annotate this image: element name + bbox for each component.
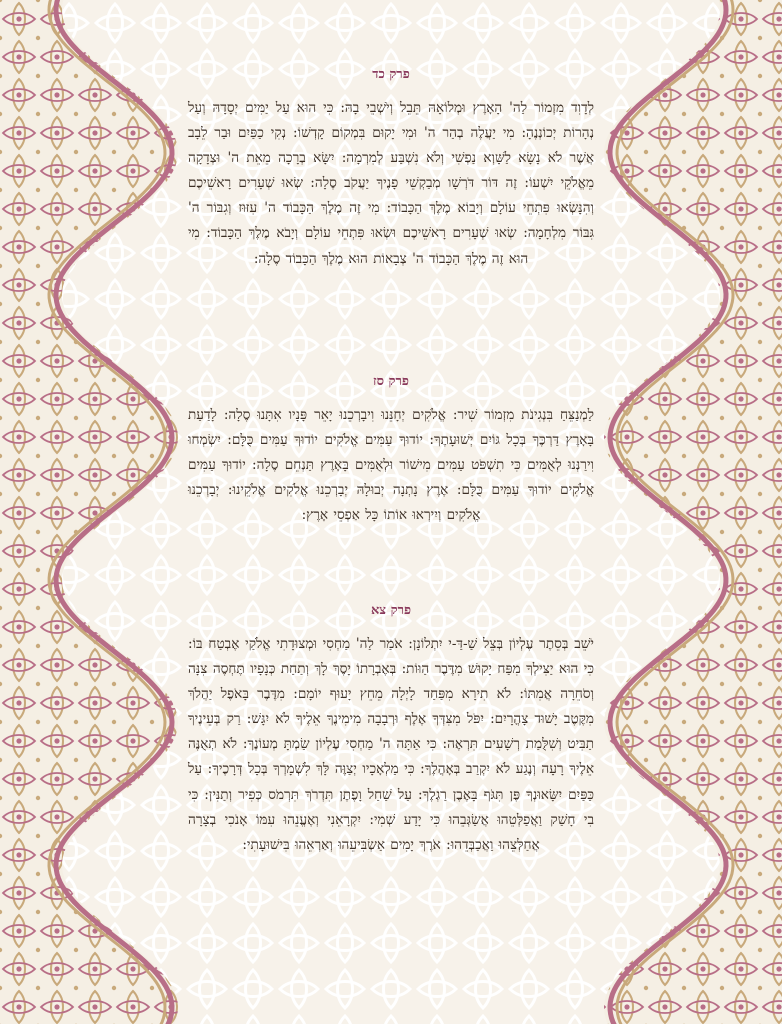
chapter-body-67: לַמְנַצֵּחַ בִּנְגִינֹת מִזְמוֹר שִׁיר: אֱלֹקִים יְחָנֵּנוּ וִיבָרְכֵנוּ יָאֵר פָּנָיו אִתָּנוּ סֶלָה: לָדַעַת בָּאָרֶץ דַּרְכֶּךָ בְּכָל גּוֹיִם יְשׁוּעָתֶךָ: יוֹדוּךָ עַמִּים אֱלֹקִים יוֹדוּךָ עַמִּים כֻּלָּם: יִשְׂמְחוּ וִירַנְּנוּ לְאֻמִּים כִּי תִשְׁפֹּט עַמִּים מִישׁוֹר וּלְאֻמִּים בָּאָרֶץ תַּנְחֵם סֶלָה: יוֹדוּךָ עַמִּים אֱלֹקִים יוֹדוּךָ עַמִּים כֻּלָּם: אֶרֶץ נָתְנָה יְבוּלָהּ יְבָרְכֵנוּ אֱלֹקִים אֱלֹקֵינוּ: יְבָרְכֵנוּ אֱלֹקִים וְיִירְאוּ אוֹתוֹ כָּל אַפְסֵי אָרֶץ: xyxy=(188,407,594,524)
chapter-title-91: פרק צא xyxy=(370,603,412,618)
chapter-body-91: יֹשֵׁב בְּסֵתֶר עֶלְיוֹן בְּצֵל שַׁ-דַּ-י יִתְלוֹנָן: אֹמַר לַה' מַחְסִי וּמְצוּדָתִי אֱלֹקַי אֶבְטַח בּוֹ: כִּי הוּא יַצִּילְךָ מִפַּח יָקוּשׁ מִדֶּבֶר הַוּוֹת: בְּאֶבְרָתוֹ יָסֶךְ לָךְ וְתַחַת כְּנָפָיו תֶּחְסֶה צִנָּה וְסֹחֵרָה אֲמִתּוֹ: לֹא תִירָא מִפַּחַד לָיְלָה מֵחֵץ יָעוּף יוֹמָם: מִדֶּבֶר בָּאֹפֶל יַהֲלֹךְ מִקֶּטֶב יָשׁוּד צָהֳרָיִם: יִפֹּל מִצִּדְּךָ אֶלֶף וּרְבָבָה מִימִינֶךָ אֵלֶיךָ לֹא יִגָּשׁ: רַק בְּעֵינֶיךָ תַבִּיט וְשִׁלֻּמַת רְשָׁעִים תִּרְאֶה: כִּי אַתָּה ה' מַחְסִי עֶלְיוֹן שַׂמְתָּ מְעוֹנֶךָ: לֹא תְאֻנֶּה אֵלֶיךָ רָעָה וְנֶגַע לֹא יִקְרַב בְּאָהֳלֶךָ: כִּי מַלְאָכָיו יְצַוֶּה לָּךְ לִשְׁמָרְךָ בְּכָל דְּרָכֶיךָ: עַל כַּפַּיִם יִשָּׂאוּנְךָ פֶּן תִּגֹּף בָּאֶבֶן רַגְלֶךָ: עַל שַׁחַל וָפֶתֶן תִּדְרֹךְ תִּרְמֹס כְּפִיר וְתַנִּין: כִּי בִי חָשַׁק וַאֲפַלְּטֵהוּ אֲשַׂגְּבֵהוּ כִּי יָדַע שְׁמִי: יִקְרָאֵנִי וְאֶעֱנֵהוּ עִמּוֹ אָנֹכִי בְצָרָה אֲחַלְּצֵהוּ וַאֲכַבְּדֵהוּ: אֹרֶךְ יָמִים אַשְׂבִּיעֵהוּ וְאַרְאֵהוּ בִּישׁוּעָתִי: xyxy=(188,636,594,853)
psalms-page xyxy=(188,0,594,1024)
chapter-title-67: פרק סז xyxy=(373,374,409,389)
chapter-body-24: לְדָוִד מִזְמוֹר לַה' הָאָרֶץ וּמְלוֹאָהּ תֵּבֵל וְיֹשְׁבֵי בָהּ: כִּי הוּא עַל יַמִּים יְסָדָהּ וְעַל נְהָרוֹת יְכוֹנְנֶהָ: מִי יַעֲלֶה בְהַר ה' וּמִי יָקוּם בִּמְקוֹם קָדְשׁוֹ: נְקִי כַפַּיִם וּבַר לֵבָב אֲשֶׁר לֹא נָשָׂא לַשָּׁוְא נַפְשִׁי וְלֹא נִשְׁבַּע לְמִרְמָה: יִשָּׂא בְרָכָה מֵאֵת ה' וּצְדָקָה מֵאֱלֹקֵי יִשְׁעוֹ: זֶה דּוֹר דֹּרְשָׁו מְבַקְשֵׁי פָנֶיךָ יַעֲקֹב סֶלָה: שְׂאוּ שְׁעָרִים רָאשֵׁיכֶם וְהִנָּשְׂאוּ פִּתְחֵי עוֹלָם וְיָבוֹא מֶלֶךְ הַכָּבוֹד: מִי זֶה מֶלֶךְ הַכָּבוֹד ה' עִזּוּז וְגִבּוֹר ה' גִּבּוֹר מִלְחָמָה: שְׂאוּ שְׁעָרִים רָאשֵׁיכֶם וּשְׂאוּ פִּתְחֵי עוֹלָם וְיָבֹא מֶלֶךְ הַכָּבוֹד: מִי הוּא זֶה מֶלֶךְ הַכָּבוֹד ה' צְבָאוֹת הוּא מֶלֶךְ הַכָּבוֹד סֶלָה: xyxy=(188,100,594,267)
chapter-title-24: פרק כד xyxy=(372,67,410,82)
